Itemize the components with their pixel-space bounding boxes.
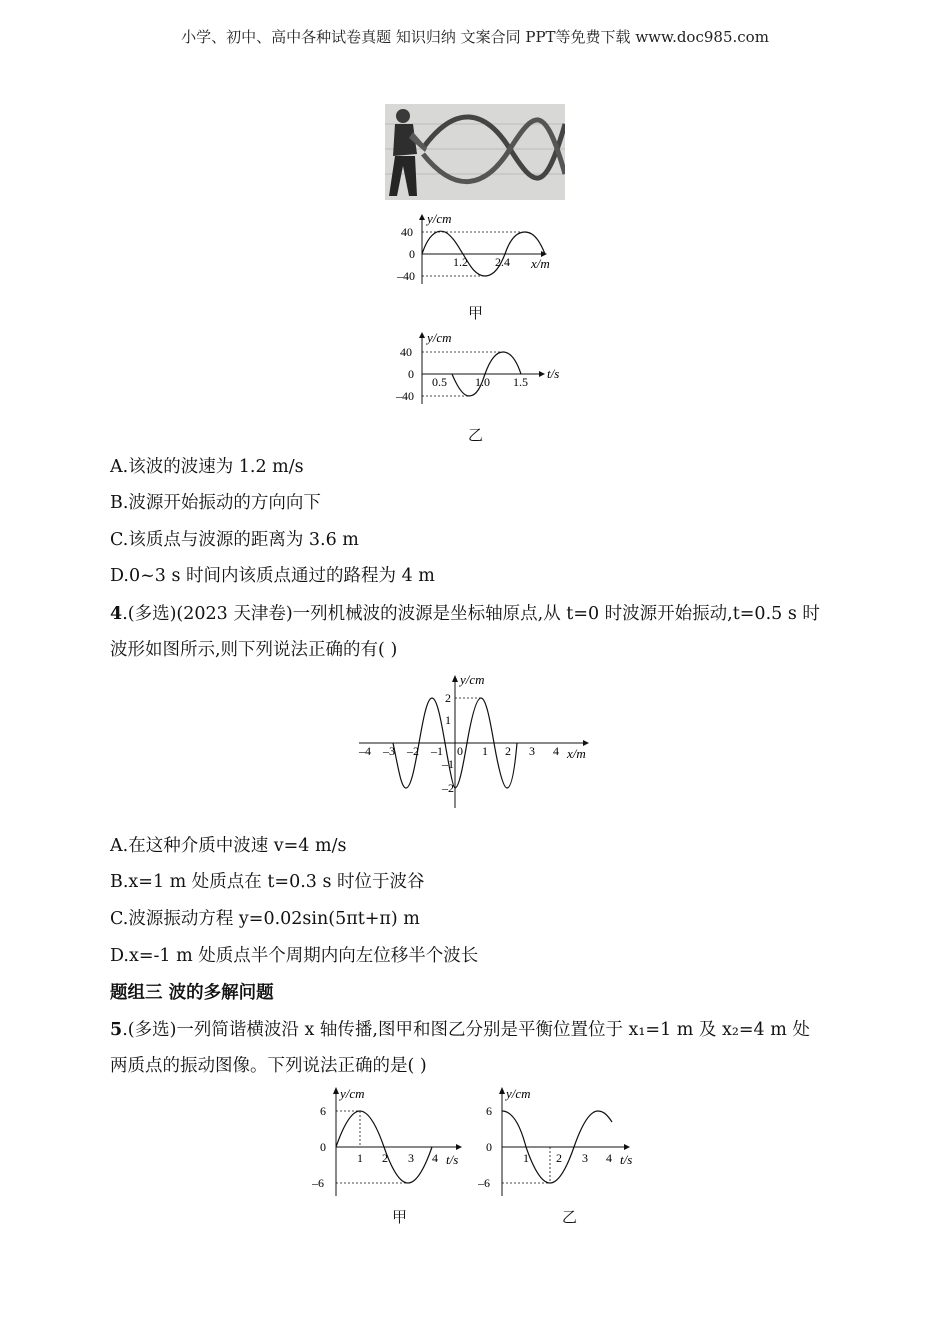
- y-axis-label: y/cm: [340, 1086, 365, 1101]
- y-tick: 0: [320, 1140, 326, 1154]
- y-tick: 0: [409, 247, 415, 261]
- x-axis-label: t/s: [620, 1152, 633, 1167]
- x-tick: 0: [457, 744, 463, 758]
- y-tick: –40: [397, 269, 415, 283]
- q3-graph-a: [395, 212, 565, 290]
- q4-stem-line1: [110, 602, 820, 626]
- x-tick: –2: [407, 744, 419, 758]
- x-tick: 1.2: [453, 255, 468, 269]
- x-tick: 3: [408, 1151, 414, 1165]
- q5-stem-line2: 两质点的振动图像。下列说法正确的是( ): [110, 1056, 427, 1076]
- y-tick: –2: [442, 781, 454, 795]
- y-tick: 40: [400, 345, 412, 359]
- y-tick: 6: [320, 1104, 326, 1118]
- x-tick: 3: [529, 744, 535, 758]
- q5-caption-a: 甲: [392, 1208, 408, 1226]
- q5-graph-b: [478, 1084, 648, 1200]
- y-axis-label: y/cm: [460, 672, 485, 687]
- x-axis-label: x/m: [567, 746, 586, 761]
- y-tick: –40: [396, 389, 414, 403]
- y-axis-label: y/cm: [506, 1086, 531, 1101]
- q4-option-d: D.x=-1 m 处质点半个周期内向左位移半个波长: [110, 946, 479, 966]
- x-tick: 2: [556, 1151, 562, 1165]
- x-tick: 4: [606, 1151, 612, 1165]
- y-tick: 0: [486, 1140, 492, 1154]
- page-header: 小学、初中、高中各种试卷真题 知识归纳 文案合同 PPT等免费下载 www.doc985.com: [181, 28, 769, 46]
- q5-caption-b: 乙: [562, 1208, 578, 1226]
- q3-graph-b: [395, 330, 575, 410]
- q4-stem-text: .(多选)(2023 天津卷)一列机械波的波源是坐标轴原点,从 t=0 时波源开始振动,t=0.5 s 时: [122, 604, 820, 624]
- y-tick: 1: [445, 713, 451, 727]
- q4-option-a: A.在这种介质中波速 v=4 m/s: [110, 836, 347, 856]
- y-axis-label: y/cm: [427, 212, 452, 226]
- y-tick: 2: [445, 691, 451, 705]
- x-tick: 1.0: [475, 375, 490, 389]
- caption-b: 乙: [468, 426, 484, 444]
- q3-option-a: A.该波的波速为 1.2 m/s: [110, 457, 304, 477]
- y-tick: 6: [486, 1104, 492, 1118]
- section-title: 题组三 波的多解问题: [110, 983, 274, 1003]
- q4-stem-line2: 波形如图所示,则下列说法正确的有( ): [110, 640, 398, 660]
- q5-graph-a: [312, 1084, 472, 1200]
- q5-number: 5: [110, 1020, 123, 1040]
- q4-option-b: B.x=1 m 处质点在 t=0.3 s 时位于波谷: [110, 872, 425, 892]
- q4-option-c: C.波源振动方程 y=0.02sin(5πt+π) m: [110, 909, 420, 929]
- y-tick: 0: [408, 367, 414, 381]
- q5-stem-line1: [110, 1018, 810, 1042]
- q3-option-b: B.波源开始振动的方向向下: [110, 493, 321, 513]
- y-tick: 40: [401, 225, 413, 239]
- x-tick: 2.4: [495, 255, 510, 269]
- caption-a: 甲: [468, 304, 484, 322]
- y-tick: –1: [442, 757, 454, 771]
- y-tick: –6: [478, 1176, 490, 1190]
- q3-option-d: D.0~3 s 时间内该质点通过的路程为 4 m: [110, 566, 435, 586]
- x-axis-label: x/m: [531, 256, 550, 271]
- x-tick: 1: [357, 1151, 363, 1165]
- x-tick: 4: [553, 744, 559, 758]
- y-tick: –6: [312, 1176, 324, 1190]
- x-tick: –1: [431, 744, 443, 758]
- x-tick: –4: [359, 744, 371, 758]
- x-tick: 2: [505, 744, 511, 758]
- q4-graph: [355, 670, 605, 810]
- x-tick: 0.5: [432, 375, 447, 389]
- x-tick: –3: [383, 744, 395, 758]
- y-axis-label: y/cm: [427, 330, 452, 345]
- x-tick: 3: [582, 1151, 588, 1165]
- battle-rope-photo: [385, 104, 565, 200]
- x-axis-label: t/s: [446, 1152, 459, 1167]
- q4-number: 4: [110, 604, 123, 624]
- x-axis-label: t/s: [547, 366, 560, 381]
- x-tick: 1: [482, 744, 488, 758]
- x-tick: 1: [523, 1151, 529, 1165]
- x-tick: 2: [382, 1151, 388, 1165]
- q5-stem-text: .(多选)一列简谐横波沿 x 轴传播,图甲和图乙分别是平衡位置位于 x₁=1 m 及 x₂=4 m 处: [122, 1020, 810, 1040]
- x-tick: 1.5: [513, 375, 528, 389]
- x-tick: 4: [432, 1151, 438, 1165]
- q3-option-c: C.该质点与波源的距离为 3.6 m: [110, 530, 359, 550]
